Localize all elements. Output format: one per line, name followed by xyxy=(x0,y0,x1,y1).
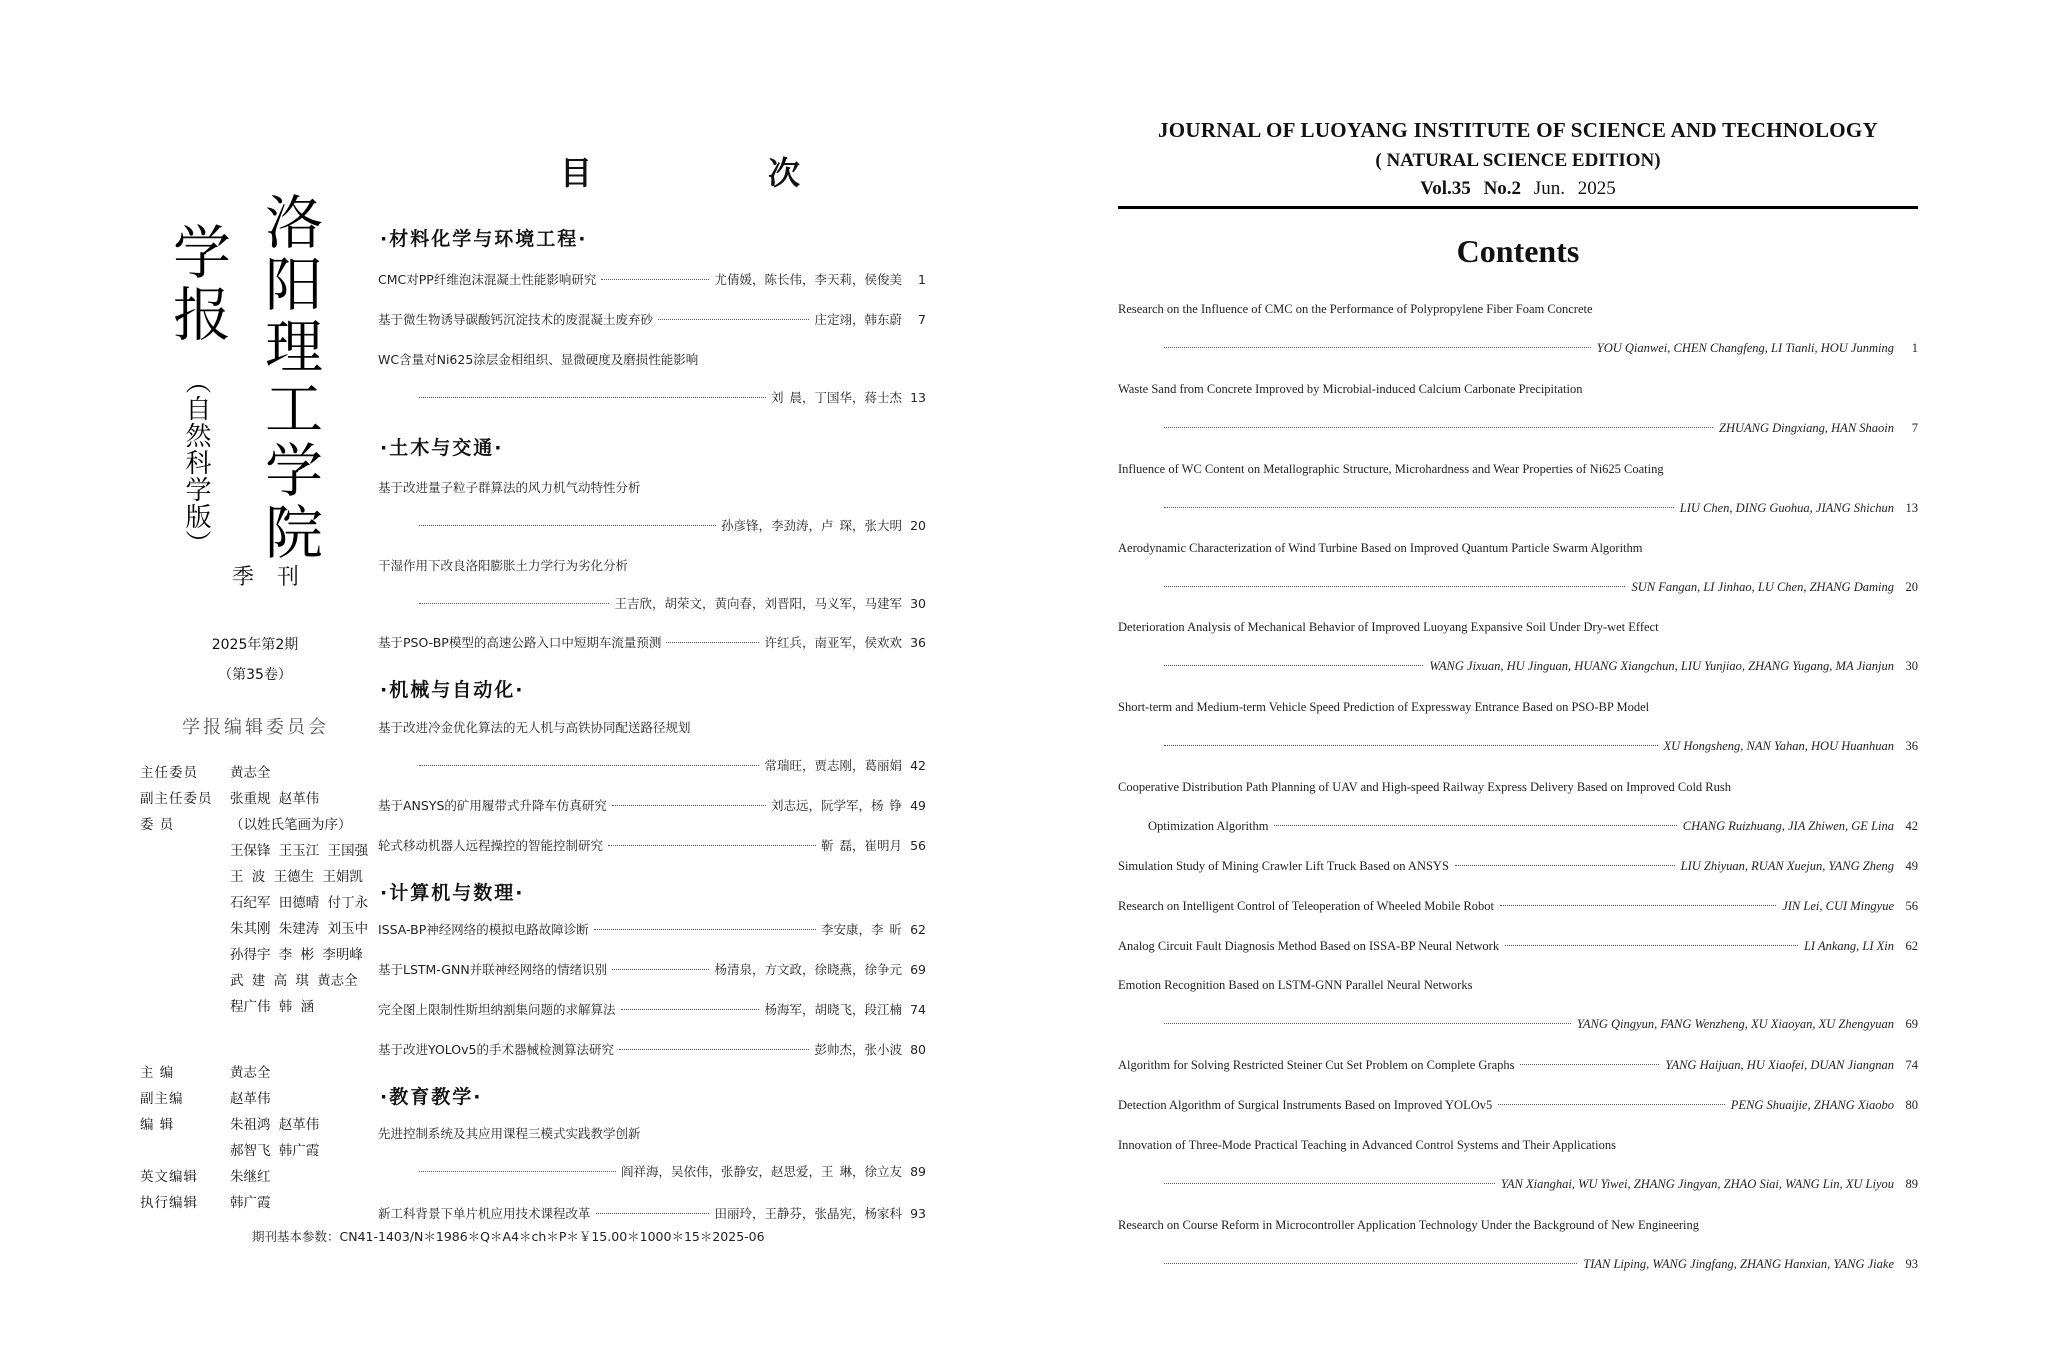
toc-entry-page: 13 xyxy=(910,390,926,405)
toc-entry-row xyxy=(1118,939,1918,957)
dot-leader xyxy=(1164,586,1625,587)
toc-entry-author-row xyxy=(1118,1257,1918,1275)
toc-entry-author-row xyxy=(1118,739,1918,757)
toc-entry-author-row xyxy=(1118,501,1918,519)
dot-leader xyxy=(594,929,816,930)
toc-entry-row xyxy=(378,836,926,856)
staff-role: 执行编辑 xyxy=(140,1195,198,1211)
section-heading: ·机械与自动化· xyxy=(380,679,525,701)
toc-entry-row xyxy=(378,796,926,816)
staff-names: 朱其刚 朱建涛 刘玉中 xyxy=(230,921,369,937)
dot-leader xyxy=(419,397,766,398)
staff-names: 张重规 赵革伟 xyxy=(230,791,320,807)
toc-entry-english[interactable] xyxy=(1118,1138,1918,1195)
toc-entry[interactable] xyxy=(378,796,926,816)
toc-entry-page: 93 xyxy=(910,1206,926,1221)
staff-role: 编 辑 xyxy=(140,1117,175,1133)
toc-entry-title: 基于改进量子粒子群算法的风力机气动特性分析 xyxy=(378,480,641,495)
toc-entry[interactable] xyxy=(378,350,926,408)
dot-leader xyxy=(1164,665,1423,666)
staff-role xyxy=(140,838,230,864)
toc-entry-authors: 王吉欣，胡荣文，黄向春，刘晋阳，马义军，马建军 xyxy=(614,596,902,611)
staff-row xyxy=(140,1164,370,1190)
toc-entry-title: Research on Intelligent Control of Teleoperation of Wheeled Mobile Robot xyxy=(1118,899,1494,913)
toc-entry-title: Simulation Study of Mining Crawler Lift Truck Based on ANSYS xyxy=(1118,859,1449,873)
toc-entry-page: 80 xyxy=(1905,1098,1918,1112)
staff-role: 副主编 xyxy=(140,1091,184,1107)
staff-role: 英文编辑 xyxy=(140,1169,198,1185)
toc-entry-author-row xyxy=(378,594,926,614)
staff-role xyxy=(140,968,230,994)
staff-names: 朱继红 xyxy=(230,1169,271,1185)
toc-entry-authors: 常瑞旺，贾志刚，葛丽娟 xyxy=(764,758,902,773)
dot-leader xyxy=(1164,1263,1577,1264)
toc-entry-english[interactable] xyxy=(1118,1098,1918,1116)
toc-entry-row xyxy=(378,270,926,290)
toc-entry-title: 先进控制系统及其应用课程三模式实践教学创新 xyxy=(378,1126,641,1141)
toc-entry-english[interactable] xyxy=(1118,302,1918,359)
staff-role: 副主任委员 xyxy=(140,791,213,807)
toc-entry-title: Emotion Recognition Based on LSTM-GNN Parallel Neural Networks xyxy=(1118,978,1473,992)
toc-entry[interactable] xyxy=(378,270,926,290)
dot-leader xyxy=(1274,825,1676,826)
toc-entry-authors: YANG Qingyun, FANG Wenzheng, XU Xiaoyan, XU Zhengyuan xyxy=(1576,1017,1894,1031)
toc-entry-author-row xyxy=(1118,1177,1918,1195)
staff-row xyxy=(140,1190,370,1216)
staff-row xyxy=(140,812,370,838)
toc-entry-authors: JIN Lei, CUI Mingyue xyxy=(1782,899,1894,913)
dot-leader xyxy=(419,765,759,766)
toc-entry-page: 74 xyxy=(910,1002,926,1017)
toc-entry[interactable] xyxy=(378,1204,926,1224)
toc-entry-title: 基于ANSYS的矿用履带式升降车仿真研究 xyxy=(378,798,607,813)
toc-entry-title-row xyxy=(378,350,926,370)
dot-leader xyxy=(1505,945,1798,946)
toc-entry-title: Research on Course Reform in Microcontroller Application Technology Under the Background of New Engineering xyxy=(1118,1218,1700,1232)
staff-row xyxy=(140,786,370,812)
dot-leader xyxy=(1498,1104,1725,1105)
toc-entry[interactable] xyxy=(378,718,926,776)
toc-entry-title: Research on the Influence of CMC on the Performance of Polypropylene Fiber Foam Concrete xyxy=(1118,302,1593,316)
toc-entry-page: 20 xyxy=(910,518,926,533)
staff-row xyxy=(140,942,370,968)
toc-entry-page: 89 xyxy=(1905,1177,1918,1191)
toc-entry-english[interactable] xyxy=(1118,939,1918,957)
toc-entry-authors: YAN Xianghai, WU Yiwei, ZHANG Jingyan, ZHAO Siai, WANG Lin, XU Liyou xyxy=(1500,1177,1894,1191)
toc-entry-page: 56 xyxy=(910,838,926,853)
staff-names: 赵革伟 xyxy=(230,1091,271,1107)
toc-entry-page: 30 xyxy=(910,596,926,611)
toc-entry-author-row xyxy=(1118,819,1918,837)
toc-entry-title: Innovation of Three-Mode Practical Teaching in Advanced Control Systems and Their Applications xyxy=(1118,1138,1616,1152)
toc-entry-row xyxy=(1118,899,1918,917)
staff-names: 王 波 王德生 王娟凯 xyxy=(230,869,363,885)
dot-leader xyxy=(1500,905,1776,906)
dot-leader xyxy=(1164,347,1591,348)
staff-row xyxy=(140,968,370,994)
toc-entry-authors: XU Hongsheng, NAN Yahan, HOU Huanhuan xyxy=(1663,739,1894,753)
toc-entry[interactable] xyxy=(378,836,926,856)
staff-names: 孙得宇 李 彬 李明峰 xyxy=(230,947,363,963)
toc-entry-authors: SUN Fangan, LI Jinhao, LU Chen, ZHANG Daming xyxy=(1631,580,1894,594)
toc-entry-title: Short-term and Medium-term Vehicle Speed Prediction of Expressway Entrance Based on PSO-BP Model xyxy=(1118,700,1650,714)
toc-entry-page: 89 xyxy=(910,1164,926,1179)
toc-entry-title: 基于改进YOLOv5的手术器械检测算法研究 xyxy=(378,1042,614,1057)
toc-entry-page: 56 xyxy=(1905,899,1918,913)
toc-entry-author-row xyxy=(1118,341,1918,359)
toc-entry-author-row xyxy=(378,756,926,776)
toc-entry-english[interactable] xyxy=(1118,780,1918,837)
dot-leader xyxy=(601,279,709,280)
toc-entry-authors: LI Ankang, LI Xin xyxy=(1803,939,1894,953)
toc-entry-english[interactable] xyxy=(1118,462,1918,519)
toc-entry[interactable] xyxy=(378,478,926,536)
toc-entry-author-row xyxy=(1118,659,1918,677)
toc-entry-author-row xyxy=(1118,1017,1918,1035)
staff-row xyxy=(140,1138,370,1164)
toc-entry-title: Aerodynamic Characterization of Wind Turbine Based on Improved Quantum Particle Swarm Algorithm xyxy=(1118,541,1643,555)
toc-entry-row xyxy=(378,1000,926,1020)
toc-entry-authors: 杨海军，胡晓飞，段江楠 xyxy=(764,1002,902,1017)
toc-entry-page: 1 xyxy=(918,272,926,287)
editorial-board-list xyxy=(140,760,370,1020)
toc-entry-row xyxy=(378,1204,926,1224)
toc-entry-page: 93 xyxy=(1905,1257,1918,1271)
journal-name-vertical: 洛阳理工学院 xyxy=(255,192,323,564)
editorial-board-title: 学报编辑委员会 xyxy=(182,717,329,738)
dot-leader xyxy=(612,969,709,970)
toc-entry-english[interactable] xyxy=(1118,620,1918,677)
staff-names: 黄志全 xyxy=(230,765,271,781)
staff-role: 主 编 xyxy=(140,1065,175,1081)
toc-entry-page: 42 xyxy=(1905,819,1918,833)
dot-leader xyxy=(619,1049,809,1050)
staff-row xyxy=(140,864,370,890)
toc-entry-title: 基于LSTM-GNN并联神经网络的情绪识别 xyxy=(378,962,608,977)
toc-entry-page: 69 xyxy=(1905,1017,1918,1031)
contents-heading: Contents xyxy=(1456,233,1580,269)
dot-leader xyxy=(658,319,809,320)
dot-leader xyxy=(596,1213,710,1214)
section-heading: ·材料化学与环境工程· xyxy=(380,228,588,250)
toc-entry-page: 74 xyxy=(1905,1058,1918,1072)
toc-entry-author-row xyxy=(378,516,926,536)
staff-role xyxy=(140,864,230,890)
toc-entry-authors: 靳 磊，崔明月 xyxy=(821,838,902,853)
staff-names: 程广伟 韩 涵 xyxy=(230,999,315,1015)
toc-entry-page: 7 xyxy=(918,312,926,327)
toc-entry-english[interactable] xyxy=(1118,382,1918,439)
dot-leader xyxy=(608,845,816,846)
toc-entry-page: 49 xyxy=(910,798,926,813)
toc-entry-row xyxy=(378,310,926,330)
toc-heading xyxy=(560,148,800,194)
toc-entry-title: 干湿作用下改良洛阳膨胀土力学行为劣化分析 xyxy=(378,558,629,573)
toc-entry-authors: LIU Chen, DING Guohua, JIANG Shichun xyxy=(1679,501,1894,515)
staff-role xyxy=(140,890,230,916)
toc-entry-row xyxy=(1118,1058,1918,1076)
staff-row xyxy=(140,994,370,1020)
header-rule xyxy=(1118,206,1918,209)
toc-entry-authors: 刘 晨，丁国华，蒋士杰 xyxy=(771,390,902,405)
staff-names: （以姓氏笔画为序） xyxy=(230,817,352,833)
dot-leader xyxy=(612,805,766,806)
dot-leader xyxy=(1520,1064,1659,1065)
toc-entry-author-row xyxy=(378,388,926,408)
section-heading: ·教育教学· xyxy=(380,1086,483,1108)
dot-leader xyxy=(1164,507,1674,508)
toc-entry-authors: 李安康，李 昕 xyxy=(821,922,902,937)
staff-role xyxy=(140,994,230,1020)
staff-role xyxy=(140,916,230,942)
staff-names: 黄志全 xyxy=(230,1065,271,1081)
toc-entry-page: 36 xyxy=(910,635,926,650)
toc-heading-char-1: 目 xyxy=(560,154,593,192)
toc-entry-title: Influence of WC Content on Metallographic Structure, Microhardness and Wear Properties of Ni625 Coating xyxy=(1118,462,1664,476)
toc-entry-authors: PENG Shuaijie, ZHANG Xiaobo xyxy=(1730,1098,1894,1112)
journal-edition-english: ( NATURAL SCIENCE EDITION) xyxy=(1375,150,1661,171)
toc-entry-title-row xyxy=(378,478,926,498)
toc-entry-title: 轮式移动机器人远程操控的智能控制研究 xyxy=(378,838,604,853)
dot-leader xyxy=(1455,865,1675,866)
toc-entry-title: 基于微生物诱导碳酸钙沉淀技术的废混凝土废弃砂 xyxy=(378,312,654,327)
editorial-staff-list xyxy=(140,1060,370,1216)
staff-row xyxy=(140,916,370,942)
issue-number: 2025年第2期 xyxy=(211,637,299,653)
toc-entry-page: 13 xyxy=(1905,501,1918,515)
toc-entry-title-row xyxy=(378,556,926,576)
toc-entry-authors: 许红兵，南亚军，侯欢欢 xyxy=(764,635,902,650)
toc-entry-english[interactable] xyxy=(1118,859,1918,877)
section-heading: ·土木与交通· xyxy=(380,437,504,459)
staff-role xyxy=(140,1138,230,1164)
frequency-label: 季 刊 xyxy=(232,565,307,590)
toc-entry-english[interactable] xyxy=(1118,1058,1918,1076)
toc-entry[interactable] xyxy=(378,310,926,330)
toc-entry-row xyxy=(378,633,926,653)
toc-entry-title: WC含量对Ni625涂层金相组织、显微硬度及磨损性能影响 xyxy=(378,352,699,367)
staff-row xyxy=(140,1112,370,1138)
toc-entry[interactable] xyxy=(378,960,926,980)
dot-leader xyxy=(1164,427,1713,428)
toc-entry-page: 62 xyxy=(1905,939,1918,953)
toc-entry-title-continued: Optimization Algorithm xyxy=(1148,819,1269,833)
toc-entry-page: 49 xyxy=(1905,859,1918,873)
toc-entry[interactable] xyxy=(378,633,926,653)
dot-leader xyxy=(419,603,609,604)
toc-entry-authors: TIAN Liping, WANG Jingfang, ZHANG Hanxian, YANG Jiake xyxy=(1583,1257,1894,1271)
edition-vertical: （自然科学版） xyxy=(181,368,211,557)
dot-leader xyxy=(419,525,716,526)
staff-role xyxy=(140,942,230,968)
toc-entry-author-row xyxy=(378,1162,926,1182)
staff-names: 王保锋 王玉江 王国强 xyxy=(230,843,369,859)
staff-names: 武 建 高 琪 黄志全 xyxy=(230,973,358,989)
dot-leader xyxy=(666,642,759,643)
toc-entry-row xyxy=(1118,1098,1918,1116)
toc-entry-title: CMC对PP纤维泡沫混凝土性能影响研究 xyxy=(378,272,597,287)
toc-entry-title: ISSA-BP神经网络的模拟电路故障诊断 xyxy=(378,922,589,937)
section-heading: ·计算机与数理· xyxy=(380,882,525,904)
toc-entry[interactable] xyxy=(378,556,926,614)
volume-label: Vol.35 xyxy=(1420,178,1471,199)
toc-entry-authors: WANG Jixuan, HU Jinguan, HUANG Xiangchun, LIU Yunjiao, ZHANG Yugang, MA Jianjun xyxy=(1429,659,1894,673)
toc-entry-title: Deterioration Analysis of Mechanical Behavior of Improved Luoyang Expansive Soil Under Dry-wet Effect xyxy=(1118,620,1659,634)
staff-names: 郝智飞 韩广霞 xyxy=(230,1143,320,1159)
toc-entry-title: Analog Circuit Fault Diagnosis Method Based on ISSA-BP Neural Network xyxy=(1118,939,1500,953)
toc-entry-title: 基于改进冷金优化算法的无人机与高铁协同配送路径规划 xyxy=(378,720,691,735)
toc-entry-title: 新工科背景下单片机应用技术课程改革 xyxy=(378,1206,591,1221)
toc-entry-authors: YOU Qianwei, CHEN Changfeng, LI Tianli, HOU Junming xyxy=(1596,341,1894,355)
toc-entry-authors: CHANG Ruizhuang, JIA Zhiwen, GE Lina xyxy=(1682,819,1894,833)
toc-entry-authors: 田丽玲，王静芬，张晶宪，杨家科 xyxy=(714,1206,902,1221)
toc-entry-page: 20 xyxy=(1905,580,1918,594)
toc-entry-row xyxy=(1118,859,1918,877)
toc-entry-title: Detection Algorithm of Surgical Instruments Based on Improved YOLOv5 xyxy=(1118,1098,1493,1112)
toc-entry-author-row xyxy=(1118,421,1918,439)
toc-entry-page: 1 xyxy=(1911,341,1918,355)
staff-names: 韩广霞 xyxy=(230,1195,271,1211)
staff-row xyxy=(140,838,370,864)
issn-line: 期刊基本参数：CN41-1403/N＊1986＊Q＊A4＊ch＊P＊￥15.00＊1000＊15＊2025-06 xyxy=(252,1229,765,1244)
toc-entry-authors: 孙彦锋，李劲涛，卢 琛，张大明 xyxy=(721,518,902,533)
toc-heading-char-2: 次 xyxy=(767,154,800,192)
toc-entry-authors: 庄定翊，韩东蔚 xyxy=(814,312,902,327)
staff-role: 主任委员 xyxy=(140,765,198,781)
toc-entry-authors: ZHUANG Dingxiang, HAN Shaoin xyxy=(1719,421,1894,435)
toc-entry[interactable] xyxy=(378,1124,926,1182)
dot-leader xyxy=(1164,1023,1571,1024)
toc-entry-page: 30 xyxy=(1905,659,1918,673)
toc-entry-english[interactable] xyxy=(1118,541,1918,598)
toc-entry-row xyxy=(378,960,926,980)
toc-entry-english[interactable] xyxy=(1118,899,1918,917)
journal-title-english: JOURNAL OF LUOYANG INSTITUTE OF SCIENCE AND TECHNOLOGY xyxy=(1157,118,1879,142)
toc-entry-title-row xyxy=(378,1124,926,1144)
date-label: Jun. 2025 xyxy=(1533,178,1616,199)
toc-entry-page: 62 xyxy=(910,922,926,937)
toc-entry-authors: LIU Zhiyuan, RUAN Xuejun, YANG Zheng xyxy=(1680,859,1894,873)
number-label: No.2 xyxy=(1483,178,1522,199)
toc-entry-title: Cooperative Distribution Path Planning of UAV and High-speed Railway Express Delivery Based on Improved Cold Rush xyxy=(1118,780,1732,794)
toc-entry-authors: 尤倩媛，陈长伟，李天莉，侯俊美 xyxy=(714,272,902,287)
staff-names: 朱祖鸿 赵革伟 xyxy=(230,1117,320,1133)
toc-entry-page: 42 xyxy=(910,758,926,773)
toc-entry-authors: 阎祥海，吴依伟，张静安，赵思爱，王 琳，徐立友 xyxy=(621,1164,902,1179)
staff-row xyxy=(140,890,370,916)
toc-entry-authors: 杨清泉，方文政，徐晓燕，徐争元 xyxy=(714,962,902,977)
toc-entry-row xyxy=(378,1040,926,1060)
toc-entry-page: 80 xyxy=(910,1042,926,1057)
volume-number: （第35卷） xyxy=(218,667,292,683)
issue-info xyxy=(190,630,320,690)
toc-entry[interactable] xyxy=(378,920,926,940)
dot-leader xyxy=(1164,1183,1495,1184)
dot-leader xyxy=(419,1171,616,1172)
journal-type-vertical: 学报 xyxy=(163,222,231,346)
toc-entry-title: 基于PSO-BP模型的高速公路入口中短期车流量预测 xyxy=(378,635,662,650)
toc-entry-author-row xyxy=(1118,580,1918,598)
toc-entry-title-row xyxy=(378,718,926,738)
dot-leader xyxy=(621,1009,760,1010)
toc-entry-title: 完全图上限制性斯坦纳割集问题的求解算法 xyxy=(378,1002,616,1017)
toc-entry-authors: YANG Haijuan, HU Xiaofei, DUAN Jiangnan xyxy=(1665,1058,1894,1072)
toc-entry[interactable] xyxy=(378,1000,926,1020)
staff-row xyxy=(140,1060,370,1086)
toc-entry-english[interactable] xyxy=(1118,978,1918,1035)
toc-entry-page: 69 xyxy=(910,962,926,977)
toc-entry-title: Waste Sand from Concrete Improved by Microbial-induced Calcium Carbonate Precipitation xyxy=(1118,382,1583,396)
toc-entry-english[interactable] xyxy=(1118,1218,1918,1275)
toc-entry-authors: 刘志远，阮学军，杨 铮 xyxy=(771,798,902,813)
toc-entry-page: 36 xyxy=(1905,739,1918,753)
toc-entry-title: Algorithm for Solving Restricted Steiner Cut Set Problem on Complete Graphs xyxy=(1118,1058,1515,1072)
toc-entry-page: 7 xyxy=(1911,421,1918,435)
staff-row xyxy=(140,1086,370,1112)
staff-role: 委 员 xyxy=(140,817,175,833)
volume-line xyxy=(1118,178,1918,200)
toc-entry-english[interactable] xyxy=(1118,700,1918,757)
staff-row xyxy=(140,760,370,786)
dot-leader xyxy=(1164,745,1658,746)
staff-names: 石纪军 田德晴 付丁永 xyxy=(230,895,369,911)
toc-entry-authors: 彭帅杰，张小波 xyxy=(814,1042,902,1057)
toc-entry-row xyxy=(378,920,926,940)
toc-entry[interactable] xyxy=(378,1040,926,1060)
